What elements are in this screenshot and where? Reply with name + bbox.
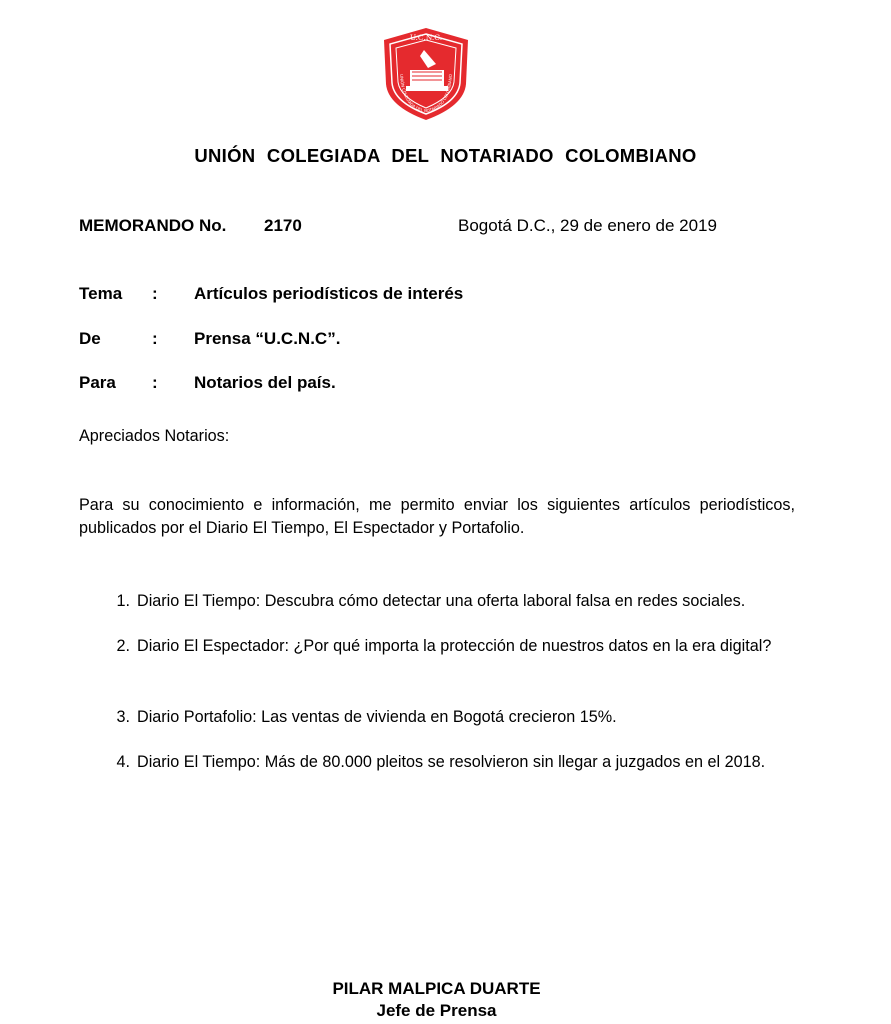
list-item-number: 4. [116, 753, 130, 771]
field-colon: : [152, 284, 158, 303]
list-item: Diario El Espectador: ¿Por qué importa la protección de nuestros datos en la era digital? [137, 637, 772, 655]
field-label-para: Para [79, 373, 116, 392]
intro-paragraph: Para su conocimiento e información, me permito enviar los siguientes artículos periodísticos, publicados por el Diario El Tiempo, El Espectador y Portafolio. [79, 496, 795, 537]
field-value-de: Prensa “U.C.N.C”. [194, 329, 341, 348]
logo-abbrev: U.C.N.C. [409, 33, 443, 42]
memo-label: MEMORANDO No. [79, 216, 227, 235]
field-label-tema: Tema [79, 284, 123, 303]
memo-date: Bogotá D.C., 29 de enero de 2019 [458, 216, 717, 235]
field-value-para: Notarios del país. [194, 373, 336, 392]
field-value-tema: Artículos periodísticos de interés [194, 284, 464, 303]
list-item: Diario El Tiempo: Descubra cómo detectar una oferta laboral falsa en redes sociales. [137, 592, 746, 610]
ucnc-logo [380, 26, 472, 122]
list-item: Diario Portafolio: Las ventas de vivienda en Bogotá crecieron 15%. [137, 708, 617, 726]
organization-title: UNIÓN COLEGIADA DEL NOTARIADO COLOMBIANO [194, 145, 697, 166]
list-item-number: 2. [116, 637, 130, 655]
signatory-name: PILAR MALPICA DUARTE [332, 979, 541, 998]
shield-emblem-icon [380, 26, 472, 122]
logo-ring-text: UNIÓN COLEGIADA DEL NOTARIADO COLOMBIANO [399, 73, 453, 114]
list-item: Diario El Tiempo: Más de 80.000 pleitos se resolvieron sin llegar a juzgados en el 2018. [137, 753, 766, 771]
signatory-title: Jefe de Prensa [376, 1001, 497, 1020]
list-item-number: 1. [116, 592, 130, 610]
field-colon: : [152, 373, 158, 392]
field-colon: : [152, 329, 158, 348]
salutation: Apreciados Notarios: [79, 427, 230, 445]
field-label-de: De [79, 329, 101, 348]
memo-number: 2170 [264, 216, 302, 235]
list-item-number: 3. [116, 708, 130, 726]
